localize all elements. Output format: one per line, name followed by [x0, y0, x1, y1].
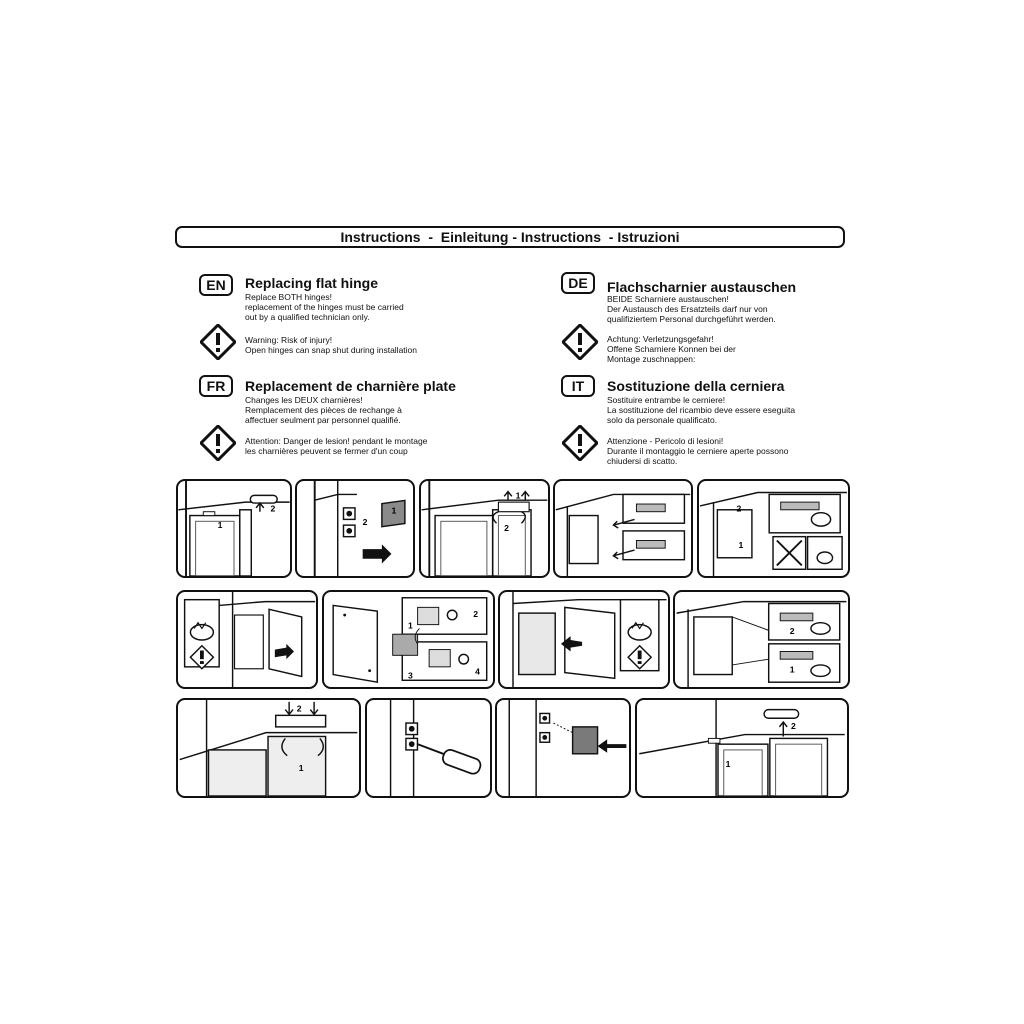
section-heading-de: Flachscharnier austauschen	[607, 279, 797, 295]
section-text-en: Replace BOTH hinges! replacement of the hinges must be carried out by a qualified technician only.	[245, 292, 404, 322]
warning-diamond-icon	[200, 324, 236, 360]
step-panel-7	[322, 590, 495, 689]
step-number: 1	[408, 620, 413, 631]
instructions-title-bar	[175, 226, 845, 248]
warning-text-de: Achtung: Verletzungsgefahr! Offene Scharniere Konnen bei der Montage zuschnappen:	[607, 334, 736, 364]
step-number: 2	[473, 608, 479, 619]
step-panel-9	[673, 590, 850, 689]
step-number: 2	[296, 703, 302, 714]
warning-diamond-icon	[562, 425, 598, 461]
step-panel-8	[498, 590, 670, 689]
instructions-title: Instructions - Einleitung - Instructions - Istruzioni	[340, 229, 680, 245]
step-panel-4	[553, 479, 693, 578]
language-badge-it: IT	[561, 375, 595, 397]
step-panel-6	[176, 590, 318, 689]
step-number: 1	[738, 540, 744, 551]
step-number: 4	[475, 666, 480, 677]
step-number: 2	[362, 517, 368, 528]
step-number: 2	[270, 503, 276, 514]
step-panel-11	[365, 698, 492, 798]
step-number: 2	[504, 522, 509, 533]
step-number: 1	[217, 520, 223, 531]
warning-diamond-icon	[200, 425, 236, 461]
step-number: 1	[789, 664, 795, 675]
step-panel-5	[697, 479, 850, 578]
language-badge-en: EN	[199, 274, 233, 296]
warning-diamond-icon	[562, 324, 598, 360]
step-panel-13	[635, 698, 849, 798]
section-heading-fr: Replacement de charnière plate	[245, 378, 456, 394]
step-number: 1	[391, 505, 397, 516]
section-text-it: Sostituire entrambe le cerniere! La sostituzione del ricambio deve essere eseguita solo da personale qualificato.	[607, 395, 796, 425]
screwdriver-icon	[417, 744, 482, 775]
warning-text-en: Warning: Risk of injury! Open hinges can snap shut during installation	[245, 335, 418, 355]
warning-text-fr: Attention: Danger de lesion! pendant le montage les charnières peuvent se fermer d'un coup	[245, 436, 428, 456]
step-number: 3	[408, 670, 413, 681]
step-number: 1	[725, 759, 731, 770]
step-panel-3	[419, 479, 550, 578]
step-number: 1	[298, 763, 304, 774]
section-text-fr: Changes les DEUX charnières! Remplacement des pièces de rechange à affectuer seulment par personnel qualifié.	[245, 395, 402, 425]
section-heading-it: Sostituzione della cerniera	[607, 378, 785, 394]
step-panel-12	[495, 698, 631, 798]
language-badge-de: DE	[561, 272, 595, 294]
section-heading-en: Replacing flat hinge	[245, 275, 379, 291]
step-panel-1	[176, 479, 292, 578]
step-panel-10	[176, 698, 361, 798]
warning-text-it: Attenzione - Pericolo di lesioni! Durante il montaggio le cerniere aperte possono chiudersi di scatto.	[607, 436, 789, 466]
language-badge-fr: FR	[199, 375, 233, 397]
step-number: 2	[789, 626, 795, 637]
step-number: 1	[515, 490, 521, 501]
section-text-de: BEIDE Scharniere austauschen! Der Austausch des Ersatzteils darf nur von qualifiziertem Personal durchgeführt werden.	[607, 294, 776, 324]
step-panel-2	[295, 479, 415, 578]
step-number: 2	[790, 720, 796, 731]
step-number: 2	[736, 503, 742, 514]
